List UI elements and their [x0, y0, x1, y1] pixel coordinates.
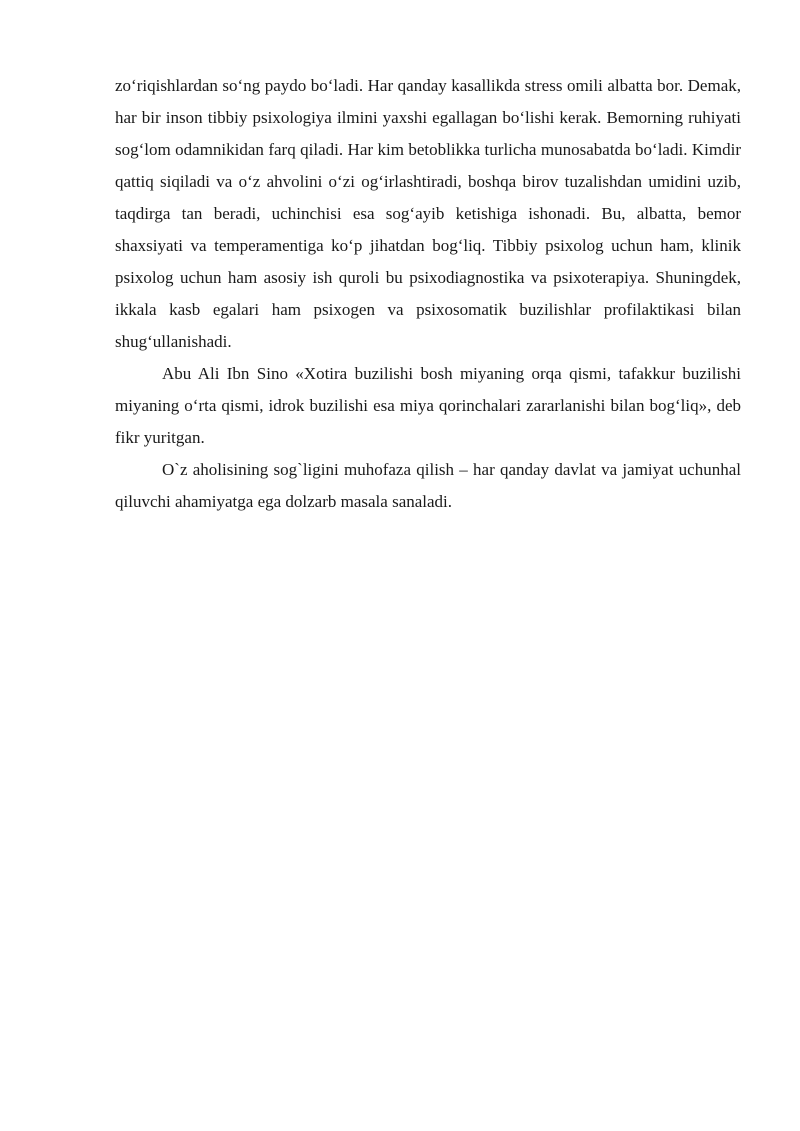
- body-text: [115, 70, 741, 518]
- paragraph-ibn-sino: Abu Ali Ibn Sino «Xotira buzilishi bosh miyaning orqa qismi, tafakkur buzilishi miyaning o‘rta qismi, idrok buzilishi esa miya qorinchalari zararlanishi bilan bog‘liq», deb fikr yuritgan.: [115, 364, 741, 447]
- paragraph-continuation: zo‘riqishlardan so‘ng paydo bo‘ladi. Har qanday kasallikda stress omili albatta bor. Demak, har bir inson tibbiy psixologiya ilmini yaxshi egallagan bo‘lishi kerak. Bemorning ruhiyati sog‘lom odamnikidan farq qiladi. Har kim betoblikka turlicha munosabatda bo‘ladi. Kimdir qattiq siqiladi va o‘z ahvolini o‘zi og‘irlashtiradi, boshqa birov tuzalishdan umidini uzib, taqdirga tan beradi, uchinchisi esa sog‘ayib ketishiga ishonadi. Bu, albatta, bemor shaxsiyati va temperamentiga ko‘p jihatdan bog‘liq. Tibbiy psixolog uchun ham, klinik psixolog uchun ham asosiy ish quroli bu psixodiagnostika va psixoterapiya. Shuningdek, ikkala kasb egalari ham psixogen va psixosomatik buzilishlar profilaktikasi bilan shug‘ullanishadi.: [115, 76, 741, 351]
- paragraph-health-protection: O`z aholisining sog`ligini muhofaza qilish – har qanday davlat va jamiyat uchunhal qiluvchi ahamiyatga ega dolzarb masala sanaladi.: [115, 460, 741, 511]
